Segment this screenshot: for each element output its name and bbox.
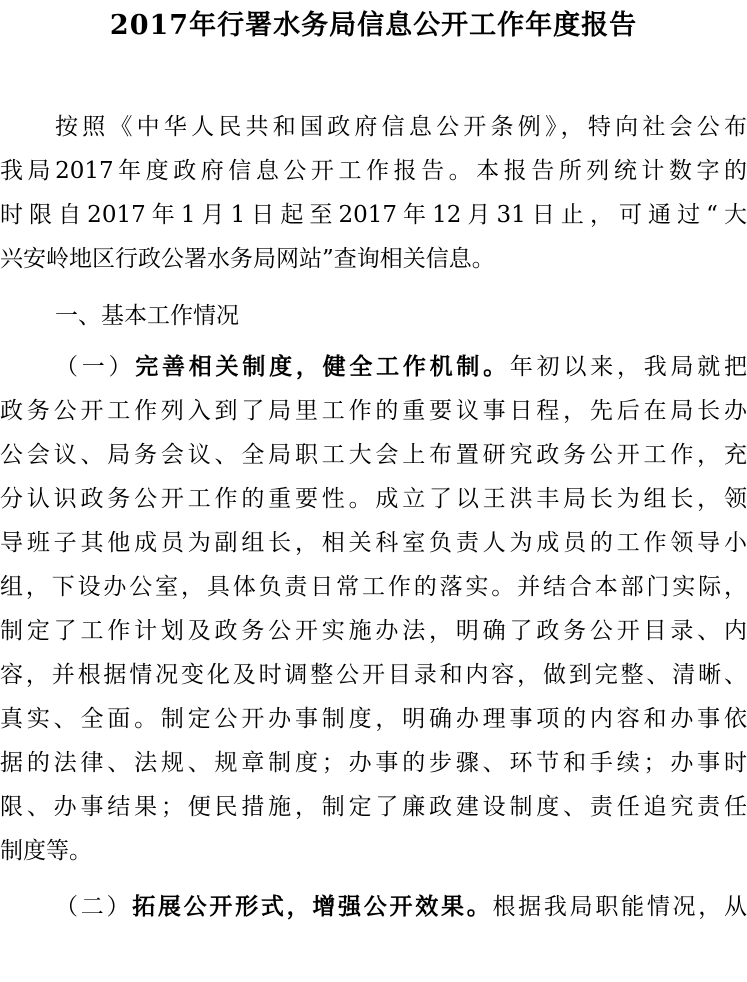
subsection-1-line: 导班子其他成员为副组长，相关科室负责人为成员的工作领导小 — [0, 530, 747, 556]
subsection-1-line: 容，并根据情况变化及时调整公开目录和内容，做到完整、清晰、 — [0, 662, 747, 688]
subsection-1-line: 制定了工作计划及政务公开实施办法，明确了政务公开目录、内 — [0, 618, 747, 644]
document-title: 2017年行署水务局信息公开工作年度报告 — [109, 10, 638, 41]
subsection-2-label: （二） — [55, 894, 133, 920]
subsection-2-first-line-rest: 根据我局职能情况，从 — [492, 894, 747, 920]
subsection-1-heading: 完善相关制度，健全工作机制。 — [135, 353, 510, 380]
subsection-1-line: 公会议、局务会议、全局职工大会上布置研究政务公开工作，充 — [0, 442, 747, 468]
subsection-1-line: 组，下设办公室，具体负责日常工作的落实。并结合本部门实际， — [0, 574, 747, 600]
subsection-1-first-line-rest: 年初以来，我局就把 — [509, 354, 747, 380]
subsection-1-line: 限、办事结果；便民措施，制定了廉政建设制度、责任追究责任 — [0, 794, 747, 820]
intro-line-1: 按照《中华人民共和国政府信息公开条例》，特向社会公布 — [55, 114, 747, 140]
subsection-1-line: 据的法律、法规、规章制度；办事的步骤、环节和手续；办事时 — [0, 750, 747, 776]
subsection-1-line: 分认识政务公开工作的重要性。成立了以王洪丰局长为组长，领 — [0, 486, 747, 512]
intro-line-4: 兴安岭地区行政公署水务局网站”查询相关信息。 — [0, 246, 495, 272]
intro-line-2: 我局2017年度政府信息公开工作报告。本报告所列统计数字的 — [0, 158, 747, 184]
subsection-1-first-line — [0, 348, 747, 386]
subsection-2-first-line — [0, 888, 747, 926]
subsection-1-line: 政务公开工作列入到了局里工作的重要议事日程，先后在局长办 — [0, 398, 747, 424]
subsection-1-line: 真实、全面。制定公开办事制度，明确办理事项的内容和办事依 — [0, 706, 747, 732]
subsection-1-line: 制度等。 — [0, 838, 92, 864]
subsection-2-heading: 拓展公开形式，增强公开效果。 — [132, 893, 493, 920]
subsection-1-label: （一） — [55, 354, 136, 380]
section-heading-basic-work: 一、基本工作情况 — [55, 303, 239, 329]
intro-line-3: 时限自2017年1月1日起至2017年12月31日止，可通过“大 — [0, 202, 747, 228]
